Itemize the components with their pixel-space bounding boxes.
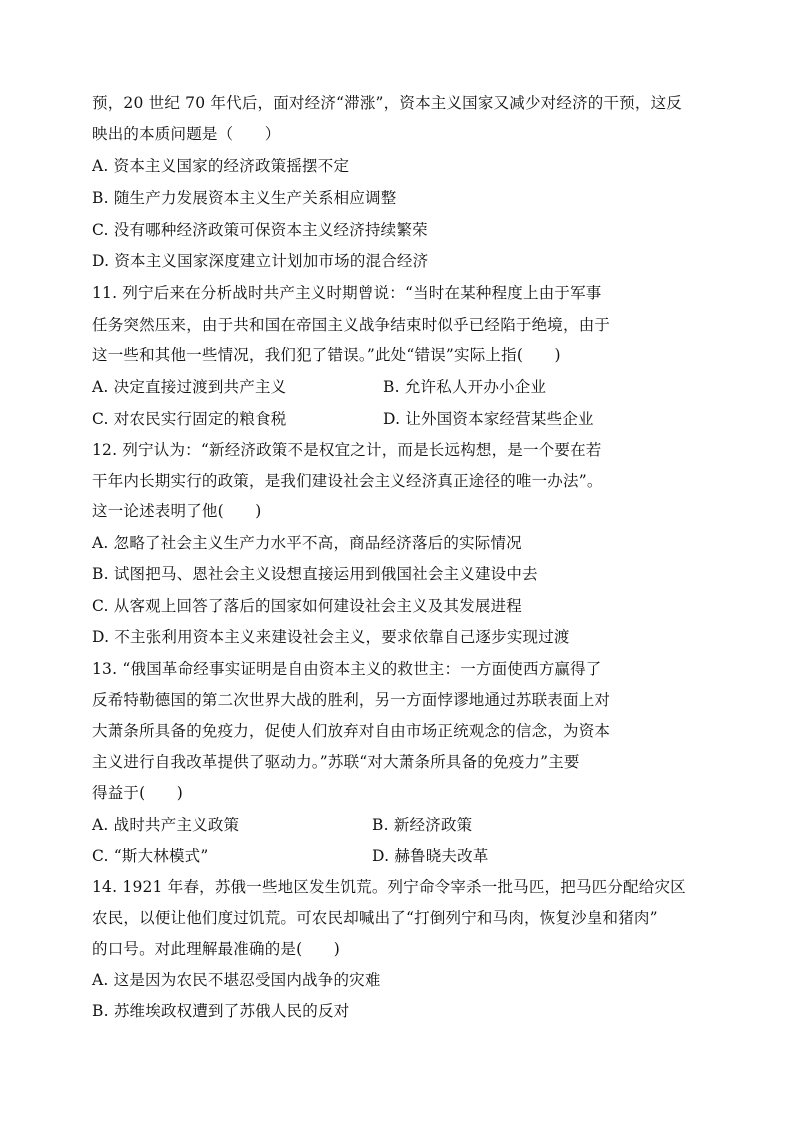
q11-stem-line-3: 这一些和其他一些情况，我们犯了错误。”此处“错误”实际上指( ): [92, 346, 561, 364]
q14-stem-line-2: 农民，以便让他们度过饥荒。可农民却喊出了“打倒列宁和马肉，恢复沙皇和猪肉”: [92, 909, 658, 927]
q13-stem-line-4: 主义进行自我改革提供了驱动力。”苏联“对大萧条所具备的免疫力”主要: [92, 753, 580, 771]
q12-option-b: B. 试图把马、恩社会主义设想直接运用到俄国社会主义建设中去: [92, 565, 538, 583]
q13-stem-line-5: 得益于( ): [92, 784, 183, 802]
q14-option-b: B. 苏维埃政权遭到了苏俄人民的反对: [92, 1002, 350, 1020]
q13-option-c: C. “斯大林模式”: [92, 847, 209, 865]
q10-option-b: B. 随生产力发展资本主义生产关系相应调整: [92, 189, 397, 207]
q11-stem-line-1: 11. 列宁后来在分析战时共产主义时期曾说：“当时在某种程度上由于军事: [92, 284, 602, 302]
q12-option-c: C. 从客观上回答了落后的国家如何建设社会主义及其发展进程: [92, 597, 522, 615]
q11-option-a: A. 决定直接过渡到共产主义: [92, 378, 287, 396]
q12-stem-line-3: 这一论述表明了他( ): [92, 502, 262, 520]
q13-stem-line-2: 反希特勒德国的第二次世界大战的胜利，另一方面悖谬地通过苏联表面上对: [92, 691, 611, 709]
q10-option-c: C. 没有哪种经济政策可保资本主义经济持续繁荣: [92, 221, 428, 239]
q10-option-a: A. 资本主义国家的经济政策摇摆不定: [92, 157, 350, 175]
q14-stem-line-1: 14. 1921 年春，苏俄一些地区发生饥荒。列宁命令宰杀一批马匹，把马匹分配给灾区: [92, 878, 686, 896]
q14-stem-line-3: 的口号。对此理解最准确的是( ): [92, 940, 340, 958]
q12-option-a: A. 忽略了社会主义生产力水平不高，商品经济落后的实际情况: [92, 534, 522, 552]
q11-option-c: C. 对农民实行固定的粮食税: [92, 410, 287, 428]
q10-stem-line-2: 映出的本质问题是（ ）: [92, 125, 281, 143]
q13-stem-line-1: 13. “俄国革命经事实证明是自由资本主义的救世主：一方面使西方赢得了: [92, 660, 602, 678]
q13-option-a: A. 战时共产主义政策: [92, 816, 240, 834]
q12-stem-line-1: 12. 列宁认为：“新经济政策不是权宜之计，而是长远构想，是一个要在若: [92, 441, 602, 459]
q13-option-b: B. 新经济政策: [372, 816, 473, 834]
q11-option-d: D. 让外国资本家经营某些企业: [383, 410, 594, 428]
q12-option-d: D. 不主张利用资本主义来建设社会主义，要求依靠自己逐步实现过渡: [92, 628, 570, 646]
q11-option-b: B. 允许私人开办小企业: [383, 378, 547, 396]
q13-option-d: D. 赫鲁晓夫改革: [372, 847, 489, 865]
q11-stem-line-2: 任务突然压来，由于共和国在帝国主义战争结束时似乎已经陷于绝境，由于: [92, 316, 611, 334]
q10-stem-line-1: 预，20 世纪 70 年代后，面对经济“滞涨”，资本主义国家又减少对经济的干预，这反: [92, 94, 682, 112]
q10-option-d: D. 资本主义国家深度建立计划加市场的混合经济: [92, 252, 429, 270]
q13-stem-line-3: 大萧条所具备的免疫力，促使人们放弃对自由市场正统观念的信念，为资本: [92, 722, 611, 740]
q14-option-a: A. 这是因为农民不堪忍受国内战争的灾难: [92, 971, 381, 989]
q12-stem-line-2: 干年内长期实行的政策，是我们建设社会主义经济真正途径的唯一办法”。: [92, 472, 603, 490]
